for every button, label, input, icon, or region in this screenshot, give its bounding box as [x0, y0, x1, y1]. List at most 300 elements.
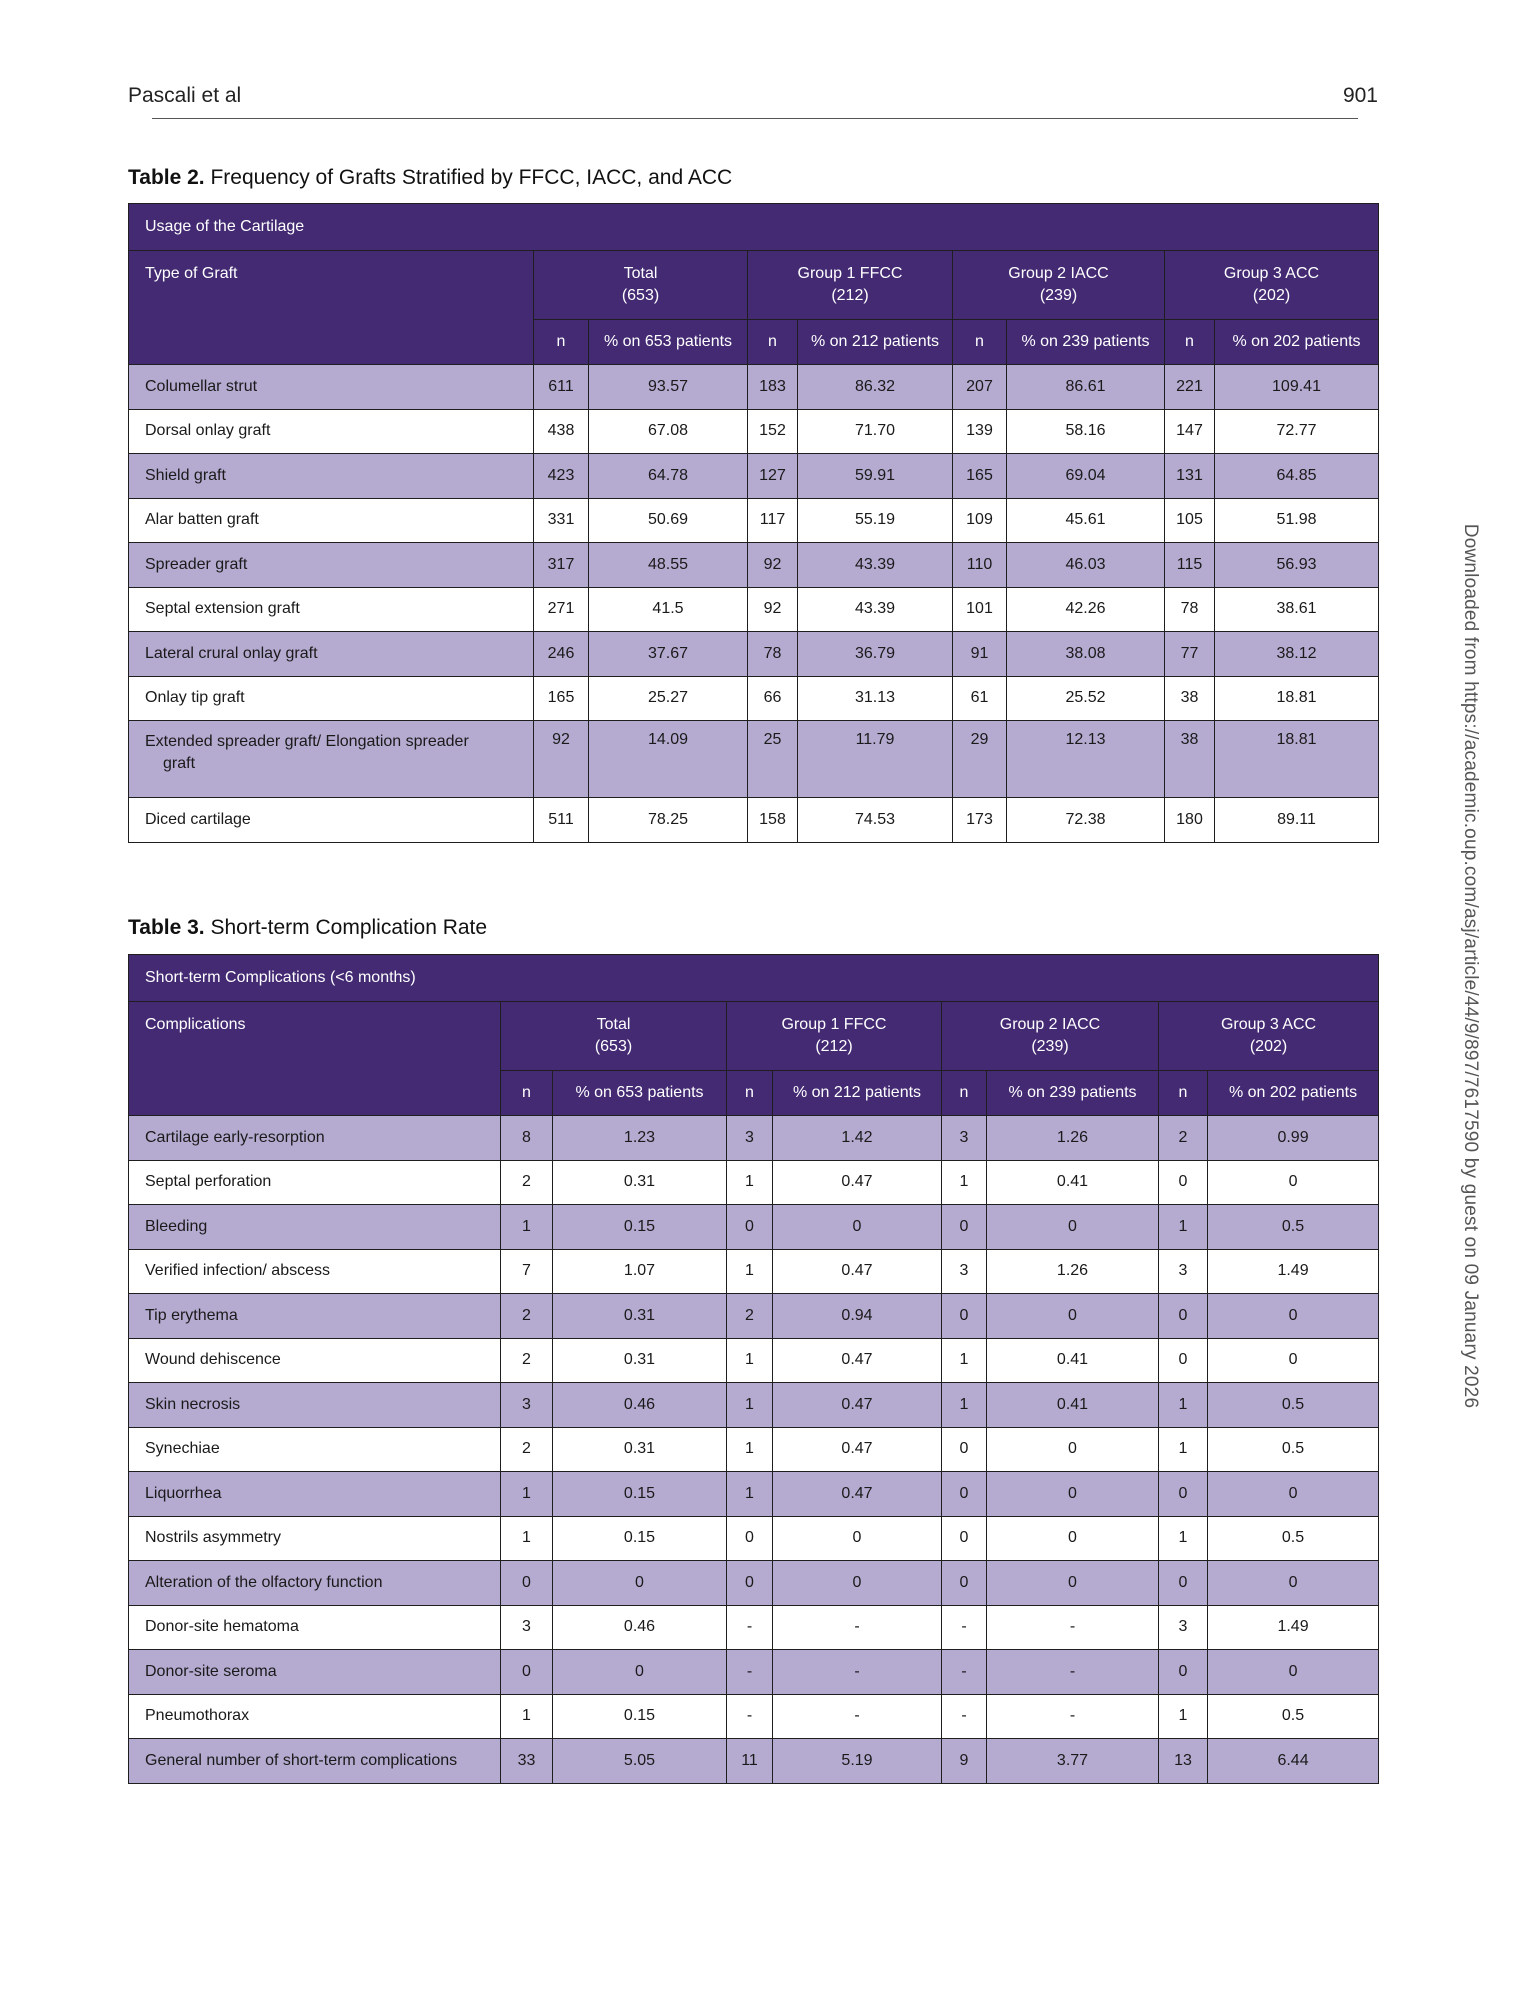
- cell-n: 0: [1159, 1650, 1208, 1695]
- group-name: Group 1 FFCC: [797, 265, 903, 282]
- cell-n: 0: [727, 1205, 773, 1250]
- row-label: [129, 798, 534, 843]
- cell-n: 1: [1159, 1516, 1208, 1561]
- row-label-text: Skin necrosis: [145, 1395, 241, 1413]
- cell-percent: 1.26: [987, 1116, 1159, 1161]
- cell-n: 0: [942, 1294, 987, 1339]
- row-label: [129, 1472, 501, 1517]
- row-label: [129, 1605, 501, 1650]
- cell-percent: 0.15: [553, 1472, 727, 1517]
- row-label: [129, 1516, 501, 1561]
- cell-n: -: [727, 1605, 773, 1650]
- cell-percent: 0.41: [987, 1338, 1159, 1383]
- row-label: [129, 632, 534, 677]
- col-pct: % on 212 patients: [773, 1071, 942, 1116]
- cell-n: 92: [748, 543, 798, 588]
- cell-n: 0: [942, 1472, 987, 1517]
- cell-percent: 25.52: [1007, 676, 1165, 721]
- row-label-text: Columellar strut: [145, 377, 258, 395]
- row-label-text: Tip erythema: [145, 1306, 238, 1324]
- cell-n: 3: [727, 1116, 773, 1161]
- cell-percent: 0.47: [773, 1383, 942, 1428]
- author-line: Pascali et al: [128, 84, 242, 107]
- cell-n: 77: [1165, 632, 1215, 677]
- group-name: Total: [623, 265, 658, 282]
- cell-n: 423: [534, 454, 589, 499]
- row-label: [129, 1116, 501, 1161]
- cell-percent: 0.41: [987, 1383, 1159, 1428]
- cell-n: 109: [953, 498, 1007, 543]
- cell-n: 1: [501, 1516, 553, 1561]
- row-label-continuation: graft: [163, 755, 196, 772]
- row-label-text: Alar batten graft: [145, 511, 259, 529]
- cell-percent: 37.67: [589, 632, 748, 677]
- table2-group-total: [534, 251, 748, 320]
- table2-group-3: [1165, 251, 1379, 320]
- row-label: [129, 543, 534, 588]
- cell-n: 61: [953, 676, 1007, 721]
- table-row: [129, 1739, 1379, 1784]
- cell-percent: 46.03: [1007, 543, 1165, 588]
- cell-n: 139: [953, 409, 1007, 454]
- table-row: [129, 365, 1379, 410]
- row-label: [129, 1739, 501, 1784]
- row-label: [129, 1694, 501, 1739]
- row-label: [129, 1205, 501, 1250]
- table-row: [129, 1650, 1379, 1695]
- cell-percent: 0.41: [987, 1160, 1159, 1205]
- cell-n: 317: [534, 543, 589, 588]
- row-label-text: Dorsal onlay graft: [145, 422, 271, 440]
- row-label: [129, 1427, 501, 1472]
- cell-n: 1: [501, 1694, 553, 1739]
- cell-n: 511: [534, 798, 589, 843]
- cell-n: 0: [942, 1427, 987, 1472]
- cell-percent: 42.26: [1007, 587, 1165, 632]
- row-label: [129, 1338, 501, 1383]
- cell-n: 0: [1159, 1294, 1208, 1339]
- row-label: [129, 1294, 501, 1339]
- cell-percent: 1.23: [553, 1116, 727, 1161]
- cell-percent: 69.04: [1007, 454, 1165, 499]
- cell-percent: 64.85: [1215, 454, 1379, 499]
- cell-n: 1: [942, 1383, 987, 1428]
- cell-percent: 58.16: [1007, 409, 1165, 454]
- cell-n: 1: [501, 1205, 553, 1250]
- table3-caption-text: Short-term Complication Rate: [204, 916, 488, 939]
- table-row: [129, 632, 1379, 677]
- cell-n: 9: [942, 1739, 987, 1784]
- row-label: [129, 676, 534, 721]
- cell-n: 115: [1165, 543, 1215, 588]
- cell-n: 1: [727, 1427, 773, 1472]
- cell-n: 101: [953, 587, 1007, 632]
- cell-n: 1: [1159, 1205, 1208, 1250]
- group-name: Group 1 FFCC: [781, 1016, 887, 1033]
- cell-n: 78: [748, 632, 798, 677]
- cell-n: 38: [1165, 676, 1215, 721]
- cell-percent: 0.5: [1208, 1205, 1379, 1250]
- cell-percent: 0: [987, 1427, 1159, 1472]
- cell-n: 0: [1159, 1561, 1208, 1606]
- cell-n: 2: [501, 1427, 553, 1472]
- row-label: [129, 498, 534, 543]
- row-label: [129, 1650, 501, 1695]
- row-label-text: Septal extension graft: [145, 600, 300, 618]
- cell-percent: 0: [987, 1516, 1159, 1561]
- group-name: Total: [596, 1016, 631, 1033]
- cell-n: 1: [1159, 1383, 1208, 1428]
- cell-n: 2: [501, 1160, 553, 1205]
- cell-percent: -: [773, 1694, 942, 1739]
- cell-percent: 59.91: [798, 454, 953, 499]
- col-pct: % on 653 patients: [553, 1071, 727, 1116]
- cell-percent: 0.5: [1208, 1383, 1379, 1428]
- cell-n: 1: [727, 1338, 773, 1383]
- cell-percent: 38.08: [1007, 632, 1165, 677]
- cell-percent: 0.46: [553, 1605, 727, 1650]
- cell-n: 92: [534, 721, 589, 798]
- row-label-text: Extended spreader graft/ Elongation spreader: [145, 733, 469, 750]
- table3-section-title: Short-term Complications (<6 months): [129, 955, 1379, 1002]
- cell-n: 110: [953, 543, 1007, 588]
- cell-percent: 0: [987, 1472, 1159, 1517]
- cell-percent: 1.07: [553, 1249, 727, 1294]
- cell-percent: 71.70: [798, 409, 953, 454]
- cell-n: 0: [727, 1516, 773, 1561]
- cell-percent: 0.31: [553, 1427, 727, 1472]
- col-n: n: [953, 320, 1007, 365]
- col-n: n: [748, 320, 798, 365]
- cell-percent: 14.09: [589, 721, 748, 798]
- cell-n: 0: [501, 1561, 553, 1606]
- cell-percent: 1.49: [1208, 1249, 1379, 1294]
- cell-n: 66: [748, 676, 798, 721]
- cell-percent: 0.47: [773, 1160, 942, 1205]
- cell-percent: 36.79: [798, 632, 953, 677]
- cell-n: 11: [727, 1739, 773, 1784]
- col-pct: % on 653 patients: [589, 320, 748, 365]
- cell-n: 29: [953, 721, 1007, 798]
- cell-percent: 93.57: [589, 365, 748, 410]
- cell-n: 117: [748, 498, 798, 543]
- row-label-text: Donor-site hematoma: [145, 1618, 299, 1636]
- col-n: n: [1159, 1071, 1208, 1116]
- cell-percent: 41.5: [589, 587, 748, 632]
- cell-percent: 0: [1208, 1160, 1379, 1205]
- row-label-text: Lateral crural onlay graft: [145, 644, 318, 662]
- cell-n: 2: [501, 1294, 553, 1339]
- cell-percent: 72.77: [1215, 409, 1379, 454]
- cell-n: 7: [501, 1249, 553, 1294]
- cell-n: 611: [534, 365, 589, 410]
- cell-percent: 1.49: [1208, 1605, 1379, 1650]
- group-count: (212): [815, 1038, 853, 1055]
- cell-n: 246: [534, 632, 589, 677]
- cell-n: 1: [1159, 1427, 1208, 1472]
- table2-group-2: [953, 251, 1165, 320]
- cell-percent: 18.81: [1215, 676, 1379, 721]
- cell-n: 3: [501, 1383, 553, 1428]
- table3-group-2: [942, 1002, 1159, 1071]
- cell-percent: 0.99: [1208, 1116, 1379, 1161]
- cell-n: 147: [1165, 409, 1215, 454]
- table-row: [129, 1205, 1379, 1250]
- page-number: 901: [1342, 84, 1378, 107]
- row-label: [129, 1383, 501, 1428]
- row-label-text: Cartilage early-resorption: [145, 1128, 325, 1146]
- cell-n: 3: [942, 1116, 987, 1161]
- row-label-text: Alteration of the olfactory function: [145, 1573, 383, 1591]
- table3-caption: [128, 916, 487, 940]
- cell-n: 78: [1165, 587, 1215, 632]
- cell-percent: 0.15: [553, 1694, 727, 1739]
- table-row: [129, 1605, 1379, 1650]
- group-name: Group 2 IACC: [1008, 265, 1109, 282]
- cell-percent: 55.19: [798, 498, 953, 543]
- group-name: Group 2 IACC: [999, 1016, 1101, 1033]
- cell-n: 183: [748, 365, 798, 410]
- table3: [128, 954, 1379, 1784]
- cell-percent: 0.5: [1208, 1516, 1379, 1561]
- cell-percent: 0: [773, 1516, 942, 1561]
- cell-percent: 0.47: [773, 1472, 942, 1517]
- cell-n: 271: [534, 587, 589, 632]
- cell-n: 105: [1165, 498, 1215, 543]
- table-row: [129, 543, 1379, 588]
- cell-percent: 0: [987, 1294, 1159, 1339]
- cell-n: 1: [727, 1249, 773, 1294]
- col-n: n: [534, 320, 589, 365]
- cell-percent: 11.79: [798, 721, 953, 798]
- cell-percent: 0: [1208, 1294, 1379, 1339]
- row-label-text: General number of short-term complications: [145, 1751, 458, 1769]
- row-label-text: Liquorrhea: [145, 1484, 222, 1502]
- row-label-text: Shield graft: [145, 466, 226, 484]
- row-label-text: Donor-site seroma: [145, 1662, 277, 1680]
- cell-n: 2: [1159, 1116, 1208, 1161]
- row-label-text: Wound dehiscence: [145, 1351, 281, 1369]
- cell-percent: 0.46: [553, 1383, 727, 1428]
- cell-percent: 38.12: [1215, 632, 1379, 677]
- cell-percent: 0: [773, 1561, 942, 1606]
- header-rule: [152, 118, 1358, 119]
- row-label: [129, 1249, 501, 1294]
- cell-percent: 5.19: [773, 1739, 942, 1784]
- cell-n: 13: [1159, 1739, 1208, 1784]
- cell-percent: 6.44: [1208, 1739, 1379, 1784]
- cell-n: -: [727, 1650, 773, 1695]
- group-name: Group 3 ACC: [1220, 1016, 1317, 1033]
- table-row: [129, 1338, 1379, 1383]
- cell-percent: 0.31: [553, 1294, 727, 1339]
- cell-percent: 25.27: [589, 676, 748, 721]
- table-row: [129, 1472, 1379, 1517]
- col-n: n: [727, 1071, 773, 1116]
- row-label: [129, 587, 534, 632]
- cell-percent: -: [987, 1694, 1159, 1739]
- table2-caption-label: Table 2.: [128, 166, 205, 189]
- cell-n: 3: [501, 1605, 553, 1650]
- table3-group-total: [501, 1002, 727, 1071]
- cell-percent: 3.77: [987, 1739, 1159, 1784]
- cell-n: 91: [953, 632, 1007, 677]
- cell-n: 1: [727, 1383, 773, 1428]
- cell-percent: 78.25: [589, 798, 748, 843]
- row-label-text: Pneumothorax: [145, 1707, 250, 1725]
- cell-percent: 48.55: [589, 543, 748, 588]
- cell-n: 0: [501, 1650, 553, 1695]
- cell-percent: 0: [553, 1650, 727, 1695]
- table2-group-1: [748, 251, 953, 320]
- table-row: [129, 1160, 1379, 1205]
- cell-percent: -: [773, 1650, 942, 1695]
- table2-caption: [128, 166, 732, 190]
- group-count: (239): [1031, 1038, 1069, 1055]
- cell-n: 0: [1159, 1472, 1208, 1517]
- cell-n: 2: [727, 1294, 773, 1339]
- col-n: n: [501, 1071, 553, 1116]
- row-label-text: Onlay tip graft: [145, 689, 245, 707]
- group-count: (653): [621, 287, 660, 304]
- col-n: n: [942, 1071, 987, 1116]
- cell-n: 221: [1165, 365, 1215, 410]
- group-name: Group 3 ACC: [1223, 265, 1320, 282]
- table-row: [129, 1116, 1379, 1161]
- cell-n: 207: [953, 365, 1007, 410]
- cell-n: 92: [748, 587, 798, 632]
- cell-n: 38: [1165, 721, 1215, 798]
- row-label: [129, 721, 534, 798]
- cell-percent: 0.15: [553, 1516, 727, 1561]
- cell-percent: 0: [553, 1561, 727, 1606]
- cell-n: 3: [1159, 1249, 1208, 1294]
- cell-n: 152: [748, 409, 798, 454]
- table3-group-1: [727, 1002, 942, 1071]
- row-label-text: Bleeding: [145, 1217, 208, 1235]
- table-row: [129, 409, 1379, 454]
- cell-percent: 0.15: [553, 1205, 727, 1250]
- cell-percent: 43.39: [798, 543, 953, 588]
- cell-percent: 0: [987, 1205, 1159, 1250]
- row-label-text: Septal perforation: [145, 1173, 272, 1191]
- col-pct: % on 202 patients: [1208, 1071, 1379, 1116]
- cell-n: 165: [534, 676, 589, 721]
- download-notice-text: Downloaded from https://academic.oup.com/asj/article/44/9/897/7617590 by guest on 09 January 2026: [1460, 523, 1481, 1409]
- cell-percent: 74.53: [798, 798, 953, 843]
- group-count: (202): [1249, 1038, 1288, 1055]
- cell-percent: 56.93: [1215, 543, 1379, 588]
- row-label: [129, 365, 534, 410]
- cell-n: 3: [942, 1249, 987, 1294]
- cell-percent: 0: [1208, 1472, 1379, 1517]
- cell-n: -: [942, 1694, 987, 1739]
- table2: [128, 203, 1379, 843]
- cell-percent: 64.78: [589, 454, 748, 499]
- cell-n: 2: [501, 1338, 553, 1383]
- cell-percent: 86.61: [1007, 365, 1165, 410]
- cell-percent: 31.13: [798, 676, 953, 721]
- cell-percent: -: [773, 1605, 942, 1650]
- cell-percent: 0.47: [773, 1249, 942, 1294]
- cell-percent: 0: [1208, 1561, 1379, 1606]
- table2-caption-text: Frequency of Grafts Stratified by FFCC, IACC, and ACC: [204, 166, 733, 189]
- col-pct: % on 212 patients: [798, 320, 953, 365]
- cell-n: 158: [748, 798, 798, 843]
- cell-percent: 45.61: [1007, 498, 1165, 543]
- table-row: [129, 1516, 1379, 1561]
- table-row: [129, 721, 1379, 798]
- cell-percent: 0: [1208, 1650, 1379, 1695]
- cell-n: 25: [748, 721, 798, 798]
- cell-percent: 12.13: [1007, 721, 1165, 798]
- table-row: [129, 454, 1379, 499]
- table-row: [129, 587, 1379, 632]
- row-label-text: Synechiae: [145, 1440, 220, 1458]
- cell-percent: 0: [1208, 1338, 1379, 1383]
- cell-percent: 0.94: [773, 1294, 942, 1339]
- cell-n: 0: [942, 1561, 987, 1606]
- row-label-text: Verified infection/ abscess: [145, 1262, 330, 1280]
- cell-n: 0: [727, 1561, 773, 1606]
- table-row: [129, 676, 1379, 721]
- cell-n: -: [942, 1605, 987, 1650]
- group-count: (239): [1039, 287, 1078, 304]
- cell-n: 1: [501, 1472, 553, 1517]
- cell-n: 1: [727, 1160, 773, 1205]
- table-row: [129, 1383, 1379, 1428]
- col-pct: % on 202 patients: [1215, 320, 1379, 365]
- table-row: [129, 1694, 1379, 1739]
- cell-n: 8: [501, 1116, 553, 1161]
- group-count: (653): [594, 1038, 633, 1055]
- table3-row-header: Complications: [129, 1002, 501, 1116]
- row-label: [129, 454, 534, 499]
- cell-percent: 51.98: [1215, 498, 1379, 543]
- cell-percent: 89.11: [1215, 798, 1379, 843]
- row-label-text: Diced cartilage: [145, 810, 251, 828]
- cell-n: 180: [1165, 798, 1215, 843]
- cell-n: -: [942, 1650, 987, 1695]
- cell-n: 438: [534, 409, 589, 454]
- cell-n: 0: [1159, 1160, 1208, 1205]
- group-count: (202): [1252, 287, 1291, 304]
- cell-percent: 86.32: [798, 365, 953, 410]
- cell-percent: 1.26: [987, 1249, 1159, 1294]
- group-count: (212): [831, 287, 869, 304]
- cell-percent: 0: [773, 1205, 942, 1250]
- cell-percent: 0: [987, 1561, 1159, 1606]
- running-head: [128, 84, 1378, 108]
- cell-n: 173: [953, 798, 1007, 843]
- col-n: n: [1165, 320, 1215, 365]
- cell-n: 0: [1159, 1338, 1208, 1383]
- cell-n: 331: [534, 498, 589, 543]
- row-label: [129, 1561, 501, 1606]
- table2-section-title: Usage of the Cartilage: [129, 204, 1379, 251]
- cell-percent: 43.39: [798, 587, 953, 632]
- cell-percent: 50.69: [589, 498, 748, 543]
- cell-percent: 0.47: [773, 1427, 942, 1472]
- cell-n: 0: [942, 1516, 987, 1561]
- cell-percent: 72.38: [1007, 798, 1165, 843]
- cell-percent: 18.81: [1215, 721, 1379, 798]
- cell-percent: 5.05: [553, 1739, 727, 1784]
- cell-percent: 38.61: [1215, 587, 1379, 632]
- cell-percent: 0.5: [1208, 1427, 1379, 1472]
- cell-percent: 67.08: [589, 409, 748, 454]
- cell-n: 1: [727, 1472, 773, 1517]
